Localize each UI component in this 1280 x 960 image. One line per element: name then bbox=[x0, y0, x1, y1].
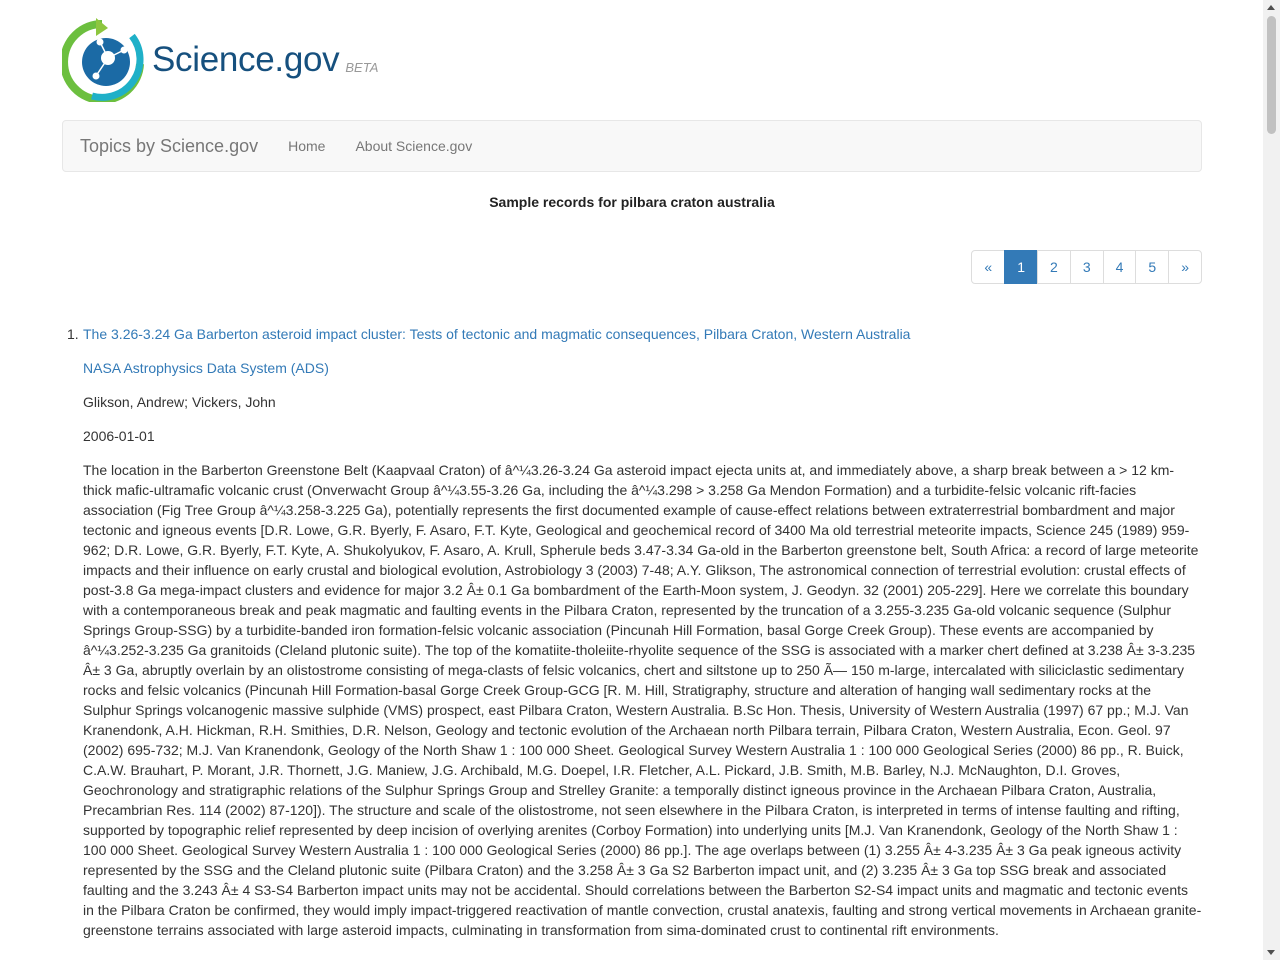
logo-text: Science.gov bbox=[152, 40, 340, 79]
nav-about-link[interactable]: About Science.gov bbox=[355, 138, 473, 154]
scroll-up-icon[interactable] bbox=[1267, 5, 1275, 10]
navbar-brand[interactable]: Topics by Science.gov bbox=[80, 135, 259, 156]
pagination-prev[interactable]: « bbox=[971, 250, 1005, 284]
pagination bbox=[972, 250, 1202, 284]
result-authors: Glikson, Andrew; Vickers, John bbox=[83, 394, 276, 410]
page-heading: Sample records for pilbara craton australia bbox=[489, 194, 775, 210]
scrollbar-thumb[interactable] bbox=[1267, 16, 1276, 134]
nav-home-link[interactable]: Home bbox=[288, 138, 326, 154]
logo-globe-icon bbox=[62, 18, 146, 102]
result-title-link[interactable]: The 3.26-3.24 Ga Barberton asteroid impact cluster: Tests of tectonic and magmatic consequences, Pilbara Craton, Western Australia bbox=[83, 326, 911, 342]
pagination-page-5[interactable]: 5 bbox=[1135, 250, 1169, 284]
scroll-down-icon[interactable] bbox=[1267, 950, 1275, 955]
pagination-page-3[interactable]: 3 bbox=[1070, 250, 1104, 284]
scrollbar[interactable] bbox=[1263, 0, 1280, 960]
result-abstract: The location in the Barberton Greenstone Belt (Kaapvaal Craton) of â^¼3.26-3.24 Ga asteroid impact ejecta units at, and immediately above, a sharp break between a > 12 km-thick mafic-ultramafic volcanic crust (Onverwacht Group â^¼3.55-3.26 Ga, including the â^¼3.298 > 3.258 Ga Mendon Formation) and a turbidite-felsic volcanic rift-facies association (Fig Tree Group â^¼3.258-3.225 Ga), potentially represents the first documented example of cause-effect relations between extraterrestrial bombardment and major tectonic and igneous events [D.R. Lowe, G.R. Byerly, F. Asaro, F.T. Kyte, Geological and geochemical record of 3400 Ma old terrestrial meteorite impacts, Science 245 (1989) 959-962; D.R. Lowe, G.R. Byerly, F.T. Kyte, A. Shukolyukov, F. Asaro, A. Krull, Spherule beds 3.47-3.34 Ga-old in the Barberton greenstone belt, South Africa: a record of large meteorite impacts and their influence on early crustal and biological evolution, Astrobiology 3 (2003) 7-48; A.Y. Glikson, The astronomical connection of terrestrial evolution: crustal effects of post-3.8 Ga mega-impact clusters and evidence for major 3.2 Â± 0.1 Ga bombardment of the Earth-Moon system, J. Geodyn. 32 (2001) 205-229]. Here we correlate this boundary with a contemporaneous break and peak magmatic and faulting events in the Pilbara Craton, represented by the truncation of a 3.255-3.235 Ga-old volcanic sequence (Sulphur Springs Group-SSG) by a turbidite-banded iron formation-felsic volcanic association (Pincunah Hill Formation, basal Gorge Creek Group). These events are accompanied by â^¼3.252-3.235 Ga granitoids (Cleland plutonic suite). The top of the komatiite-tholeiite-rhyolite sequence of the SSG is associated with a marker chert defined at 3.238 Â± 3-3.235 Â± 3 Ga, abruptly overlain by an olistostrome consisting of mega-clasts of felsic volcanics, chert and siltstone up to 250 Ã— 150 m-large, intercalated with siliciclastic sedimentary rocks and felsic volcanics (Pincunah Hill Formation-basal Gorge Creek Group-GCG [R. M. Hill, Stratigraphy, structure and alteration of hanging wall sedimentary rocks at the Sulphur Springs volcanogenic massive sulphide (VMS) prospect, east Pilbara Craton, Western Australia. B.Sc Hon. Thesis, University of Western Australia (1997) 67 pp.; M.J. Van Kranendonk, A.H. Hickman, R.H. Smithies, D.R. Nelson, Geology and tectonic evolution of the Archaean north Pilbara terrain, Pilbara Craton, Western Australia, Econ. Geol. 97 (2002) 695-732; M.J. Van Kranendonk, Geology of the North Shaw 1 : 100 000 Sheet. Geological Survey Western Australia 1 : 100 000 Geological Series (2000) 86 pp., R. Buick, C.A.W. Brauhart, P. Morant, J.R. Thornett, J.G. Maniew, J.G. Archibald, M.G. Doepel, I.R. Fletcher, A.L. Pickard, J.B. Smith, M.B. Barley, N.J. McNaughton, D.I. Groves, Geochronology and stratigraphic relations of the Sulphur Springs Group and Strelley Granite: a temporally distinct igneous province in the Archaean Pilbara Craton, Australia, Precambrian Res. 114 (2002) 87-120]). The structure and scale of the olistostrome, not seen elsewhere in the Pilbara Craton, is interpreted in terms of intense faulting and rifting, supported by topographic relief represented by deep incision of overlying arenites (Corboy Formation) into underlying units [M.J. Van Kranendonk, Geology of the North Shaw 1 : 100 000 Sheet. Geological Survey Western Australia 1 : 100 000 Geological Series (2000) 86 pp.]. The age overlaps between (1) 3.255 Â± 4-3.235 Â± 3 Ga peak igneous activity represented by the SSG and the Cleland plutonic suite (Pilbara Craton) and the 3.258 Â± 3 Ga S2 Barberton impact unit, and (2) 3.235 Â± 3 Ga top SSG break and associated faulting and the 3.243 Â± 4 S3-S4 Barberton impact units may not be accidental. Should correlations between the Barberton S2-S4 impact units and magmatic and tectonic events in the Pilbara Craton be confirmed, they would imply impact-triggered reactivation of mantle convection, crustal anatexis, faulting and strong vertical movements in Archaean granite-greenstone terrains associated with large asteroid impacts, culminating in transformation from sima-dominated crust to continental rift environments. bbox=[83, 462, 1202, 938]
science-gov-logo[interactable] bbox=[62, 18, 378, 102]
result-date: 2006-01-01 bbox=[83, 428, 155, 444]
result-number: 1. bbox=[67, 326, 79, 342]
pagination-next[interactable]: » bbox=[1168, 250, 1202, 284]
pagination-page-1[interactable]: 1 bbox=[1004, 250, 1038, 284]
pagination-page-2[interactable]: 2 bbox=[1037, 250, 1071, 284]
navbar bbox=[62, 120, 1202, 172]
result-source-link[interactable]: NASA Astrophysics Data System (ADS) bbox=[83, 360, 329, 376]
beta-badge: BETA bbox=[345, 60, 379, 75]
result-item bbox=[62, 324, 1202, 940]
pagination-page-4[interactable]: 4 bbox=[1103, 250, 1137, 284]
